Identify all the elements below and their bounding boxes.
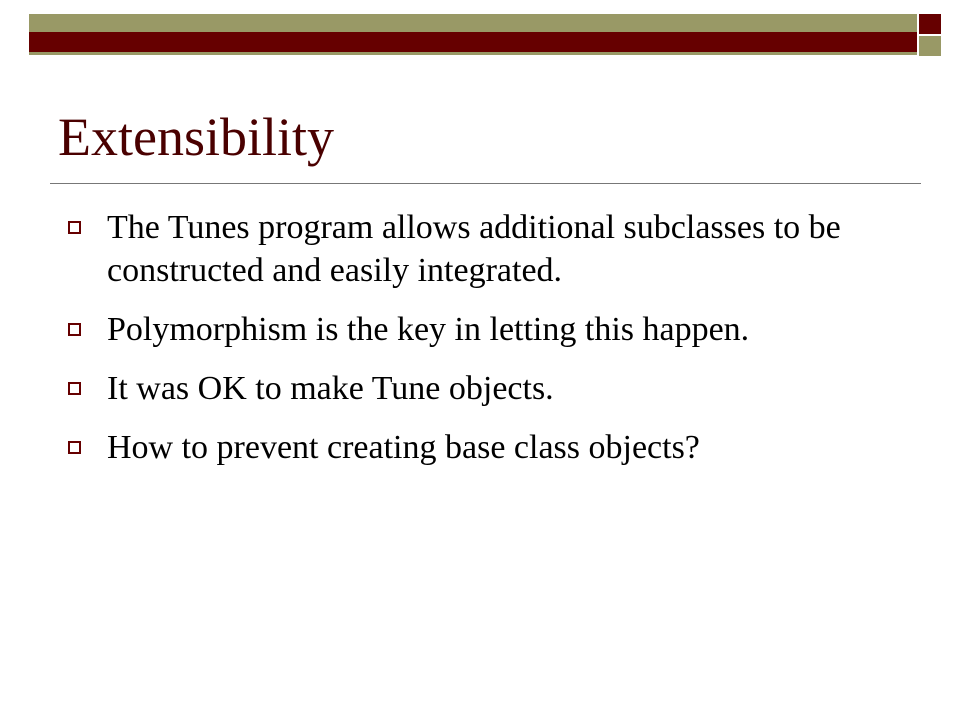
bullet-text: It was OK to make Tune objects. — [107, 370, 554, 407]
header-olive-thin-bar — [29, 52, 917, 55]
bullet-list — [60, 206, 920, 485]
hollow-square-bullet-icon — [68, 323, 81, 336]
bullet-text: Polymorphism is the key in letting this happen. — [107, 311, 750, 348]
title-divider — [50, 183, 921, 184]
bullet-item — [60, 206, 920, 292]
hollow-square-bullet-icon — [68, 441, 81, 454]
bullet-item — [60, 308, 920, 351]
header-olive-bar — [29, 14, 917, 32]
bullet-item — [60, 426, 920, 469]
hollow-square-bullet-icon — [68, 382, 81, 395]
bullet-item — [60, 367, 920, 410]
hollow-square-bullet-icon — [68, 221, 81, 234]
corner-maroon-square — [919, 14, 941, 34]
slide-title: Extensibility — [58, 107, 334, 167]
bullet-text: How to prevent creating base class objects? — [107, 429, 700, 466]
header-maroon-bar — [29, 32, 917, 52]
bullet-text: The Tunes program allows additional subclasses to be constructed and easily integrated. — [107, 209, 841, 289]
corner-olive-square — [919, 36, 941, 56]
